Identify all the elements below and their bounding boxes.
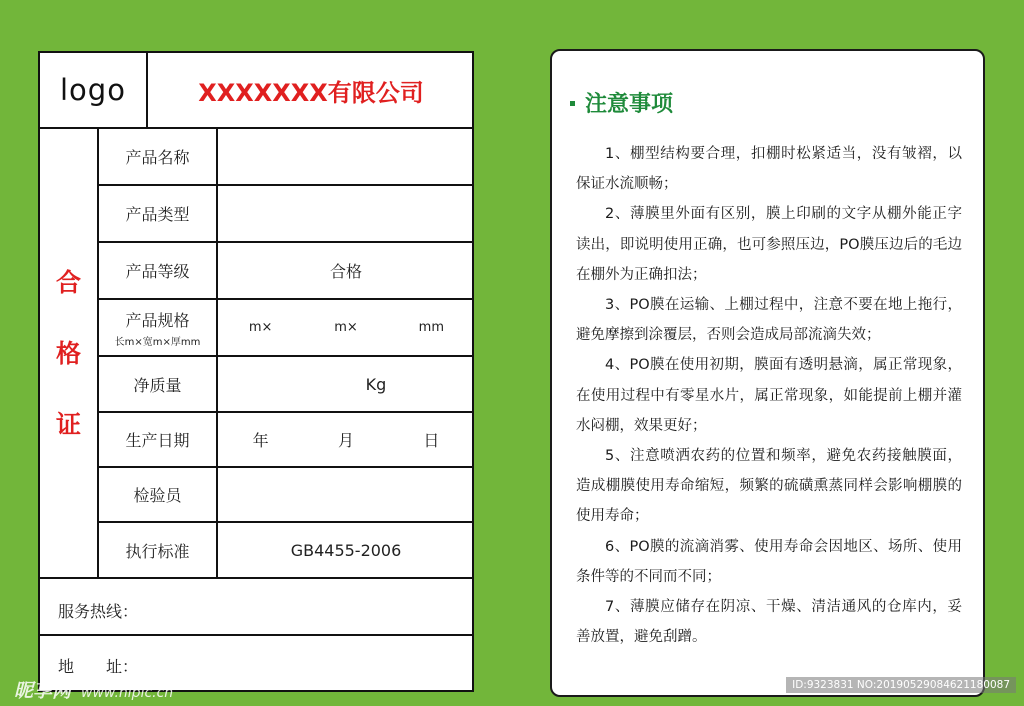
date-values [218,428,474,451]
logo-placeholder: logo [60,73,126,107]
date-year-unit: 年 [252,431,269,450]
divider [146,53,148,127]
title-char: 格 [55,338,81,368]
row-value-net-weight: Kg [365,374,387,394]
row-value-inspector [218,468,474,521]
spec-sublabel: 长m×宽m×厚mm [114,336,201,348]
spec-values [218,320,474,335]
watermark [14,676,173,703]
row-value-product-name [218,129,474,184]
notice-item: 2、薄膜里外面有区别，膜上印刷的文字从棚外能正字读出，即说明使用正确，也可参照压边，PO膜压边后的毛边在棚外为正确扣法； [576,206,962,283]
spec-length-unit: m× [248,320,273,335]
certificate-title [40,129,97,577]
row-value-product-grade: 合格 [329,262,362,281]
divider [40,577,474,579]
notice-item: 5、注意喷洒农药的位置和频率，避免农药接触膜面，造成棚膜使用寿命缩短，频繁的硫磺熏蒸同样会影响棚膜的使用寿命； [576,448,962,525]
notice-card [550,49,985,697]
title-char: 合 [55,267,81,297]
notice-item: 1、棚型结构要合理，扣棚时松紧适当，没有皱褶，以保证水流顺畅； [576,146,962,193]
spec-thickness-unit: mm [418,320,444,335]
certificate-card [38,51,474,692]
row-label-inspector: 检验员 [133,486,182,505]
image-id-label: ID:9323831 NO:20190529084621180087 [786,677,1016,693]
notice-list [576,139,962,652]
row-value-product-spec [218,300,474,355]
row-label-product-name: 产品名称 [125,148,190,167]
date-day-unit: 日 [423,431,440,450]
notice-item: 7、薄膜应储存在阴凉、干燥、清洁通风的仓库内，妥善放置，避免刮蹭。 [576,599,962,646]
row-value-standard: GB4455-2006 [290,540,402,560]
date-month-unit: 月 [337,431,354,450]
notice-item: 4、PO膜在使用初期，膜面有透明悬滴，属正常现象，在使用过程中有零星水片，属正常现象，如能提前上棚并灌水闷棚，效果更好； [576,357,962,434]
notice-item: 3、PO膜在运输、上棚过程中，注意不要在地上拖行，避免摩擦到涂覆层，否则会造成局部流滴失效； [576,297,962,344]
row-value-production-date [218,413,474,466]
title-char: 证 [55,409,81,439]
address-label: 地 址： [58,657,139,676]
notice-title-text: 注意事项 [585,92,674,117]
row-label-production-date: 生产日期 [125,431,190,450]
service-hotline-label: 服务热线： [58,602,139,621]
watermark-url: www.nipic.cn [81,685,174,701]
notice-item: 6、PO膜的流滴消雾、使用寿命会因地区、场所、使用条件等的不同而不同； [576,538,962,585]
notice-title [570,87,673,118]
row-label-product-spec [99,300,216,355]
row-label-product-type: 产品类型 [125,205,190,224]
company-name: XXXXXXX有限公司 [198,78,424,107]
bullet-icon [570,101,575,106]
spec-width-unit: m× [334,320,358,335]
divider [40,634,474,636]
watermark-site-name: 昵享网 [14,680,72,702]
row-label-product-grade: 产品等级 [125,262,190,281]
row-label-standard: 执行标准 [125,541,190,561]
spec-label: 产品规格 [125,310,190,330]
row-value-product-type [218,186,474,241]
row-label-net-weight: 净质量 [133,375,182,395]
